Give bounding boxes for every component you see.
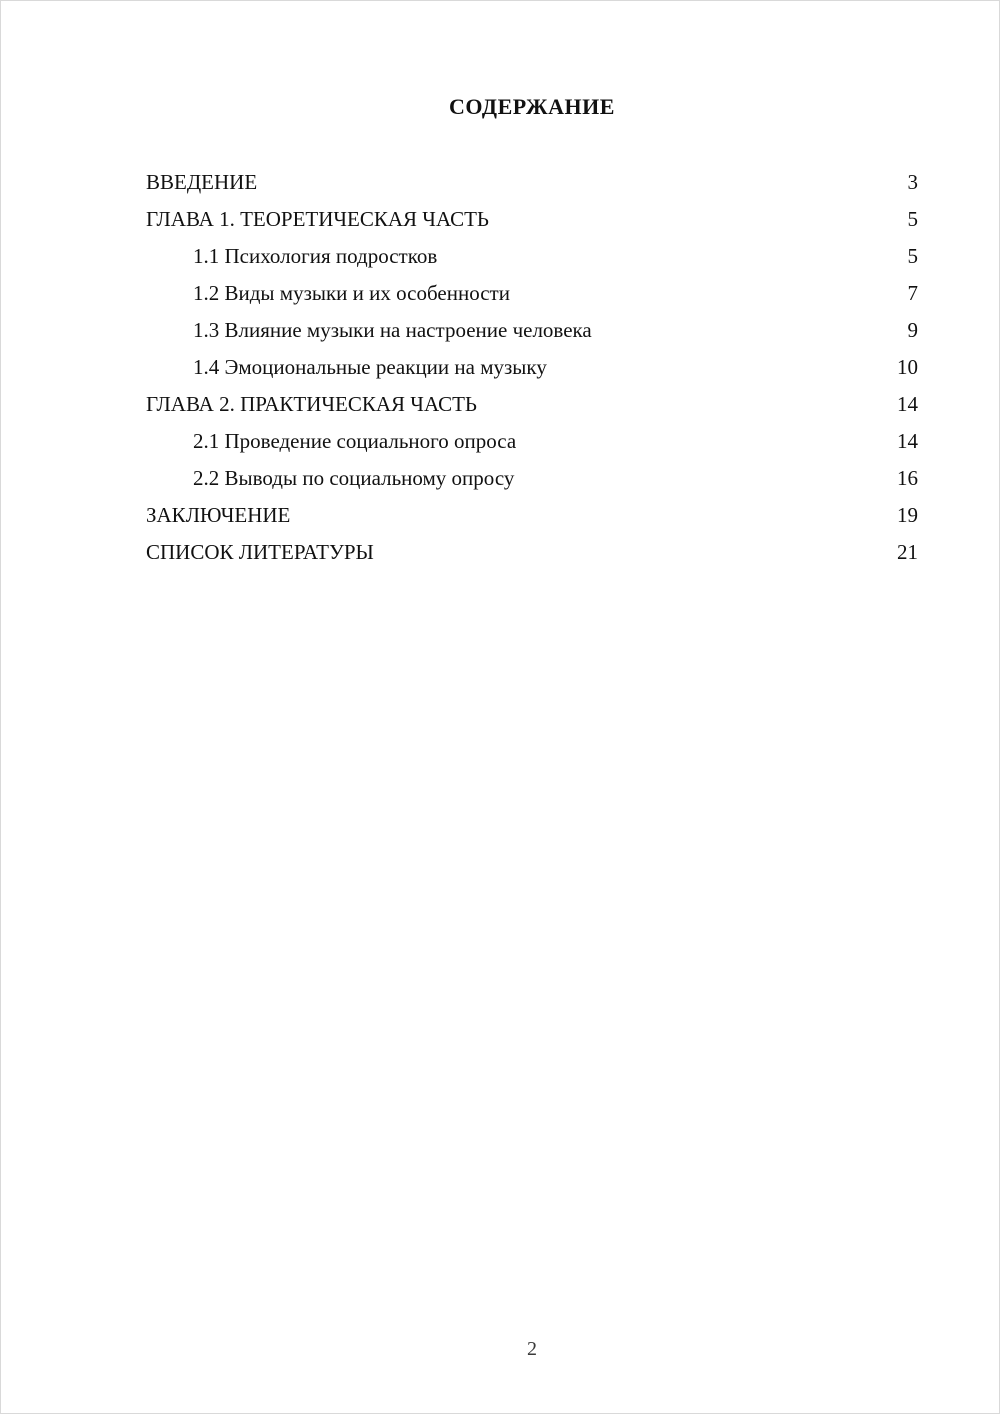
toc-entry-label: СПИСОК ЛИТЕРАТУРЫ <box>146 540 374 564</box>
toc-entry-label: 1.2 Виды музыки и их особенности <box>193 281 510 305</box>
toc-entry-page: 5 <box>907 207 918 231</box>
toc-entry-page: 5 <box>907 244 918 268</box>
toc-entry-page: 10 <box>897 355 918 379</box>
toc-entry-label: ГЛАВА 1. ТЕОРЕТИЧЕСКАЯ ЧАСТЬ <box>146 207 489 231</box>
toc-list <box>146 164 918 571</box>
toc-entry <box>146 164 918 201</box>
toc-entry <box>146 534 918 571</box>
toc-entry-page: 14 <box>897 392 918 416</box>
toc-entry-label: ЗАКЛЮЧЕНИЕ <box>146 503 291 527</box>
toc-entry <box>146 275 918 312</box>
toc-entry-page: 19 <box>897 503 918 527</box>
toc-entry-page: 9 <box>907 318 918 342</box>
toc-entry <box>146 423 918 460</box>
page-content <box>146 94 918 571</box>
toc-entry-label: 1.3 Влияние музыки на настроение человека <box>193 318 592 342</box>
toc-entry <box>146 497 918 534</box>
toc-entry-label: ВВЕДЕНИЕ <box>146 170 258 194</box>
toc-entry <box>146 460 918 497</box>
toc-entry-page: 14 <box>897 429 918 453</box>
toc-entry-page: 7 <box>907 281 918 305</box>
toc-entry <box>146 238 918 275</box>
toc-entry-label: 2.1 Проведение социального опроса <box>193 429 517 453</box>
toc-entry <box>146 201 918 238</box>
toc-entry-page: 21 <box>897 540 918 564</box>
toc-entry-page: 16 <box>897 466 918 490</box>
footer-page-number: 2 <box>527 1338 537 1360</box>
toc-entry-label: 2.2 Выводы по социальному опросу <box>193 466 515 490</box>
page-title: СОДЕРЖАНИЕ <box>449 94 615 119</box>
toc-entry <box>146 349 918 386</box>
toc-entry <box>146 312 918 349</box>
toc-entry-label: 1.4 Эмоциональные реакции на музыку <box>193 355 547 379</box>
toc-entry-page: 3 <box>907 170 918 194</box>
toc-entry <box>146 386 918 423</box>
toc-entry-label: ГЛАВА 2. ПРАКТИЧЕСКАЯ ЧАСТЬ <box>146 392 477 416</box>
toc-entry-label: 1.1 Психология подростков <box>193 244 438 268</box>
